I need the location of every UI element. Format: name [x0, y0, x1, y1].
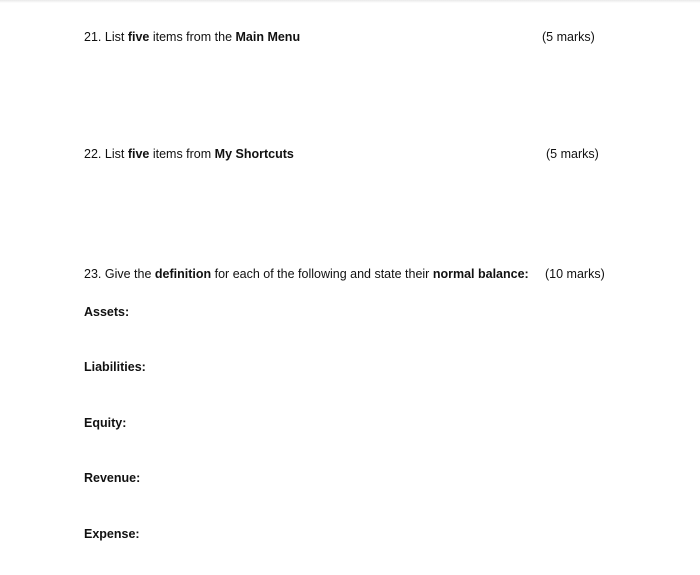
- term-expense-label: Expense:: [84, 527, 140, 541]
- question-22: [84, 146, 294, 162]
- question-21-marks: (5 marks): [542, 30, 595, 44]
- term-assets: [84, 304, 129, 320]
- question-21-number: 21.: [84, 30, 102, 44]
- question-21-bold-1: five: [127, 30, 150, 44]
- term-equity-label: Equity:: [84, 416, 127, 430]
- question-23-bold-1: definition: [154, 267, 212, 281]
- question-22-bold-2: My Shortcuts: [214, 147, 294, 161]
- question-22-number: 22.: [84, 147, 102, 161]
- question-22-text-1: List: [104, 147, 128, 161]
- term-expense: [84, 526, 140, 542]
- question-21-bold-2: Main Menu: [235, 30, 301, 44]
- question-22-marks: (5 marks): [546, 147, 599, 161]
- question-22-bold-1: five: [127, 147, 150, 161]
- question-21: [84, 29, 300, 45]
- term-revenue-label: Revenue:: [84, 471, 141, 485]
- question-23-number: 23.: [84, 267, 102, 281]
- question-23-text-1: Give the: [104, 267, 155, 281]
- page-edge-shadow: [0, 0, 700, 3]
- question-23-text-2: for each of the following and state their: [211, 267, 433, 281]
- question-23-bold-2: normal balance:: [432, 267, 529, 281]
- term-revenue: [84, 470, 140, 486]
- question-23: [84, 266, 529, 282]
- question-21-text-2: items from the: [149, 30, 236, 44]
- term-liabilities: [84, 359, 146, 375]
- term-assets-label: Assets:: [84, 305, 130, 319]
- question-21-text-1: List: [104, 30, 128, 44]
- term-liabilities-label: Liabilities:: [84, 360, 146, 374]
- question-22-text-2: items from: [149, 147, 215, 161]
- term-equity: [84, 415, 126, 431]
- question-23-marks: (10 marks): [545, 267, 605, 281]
